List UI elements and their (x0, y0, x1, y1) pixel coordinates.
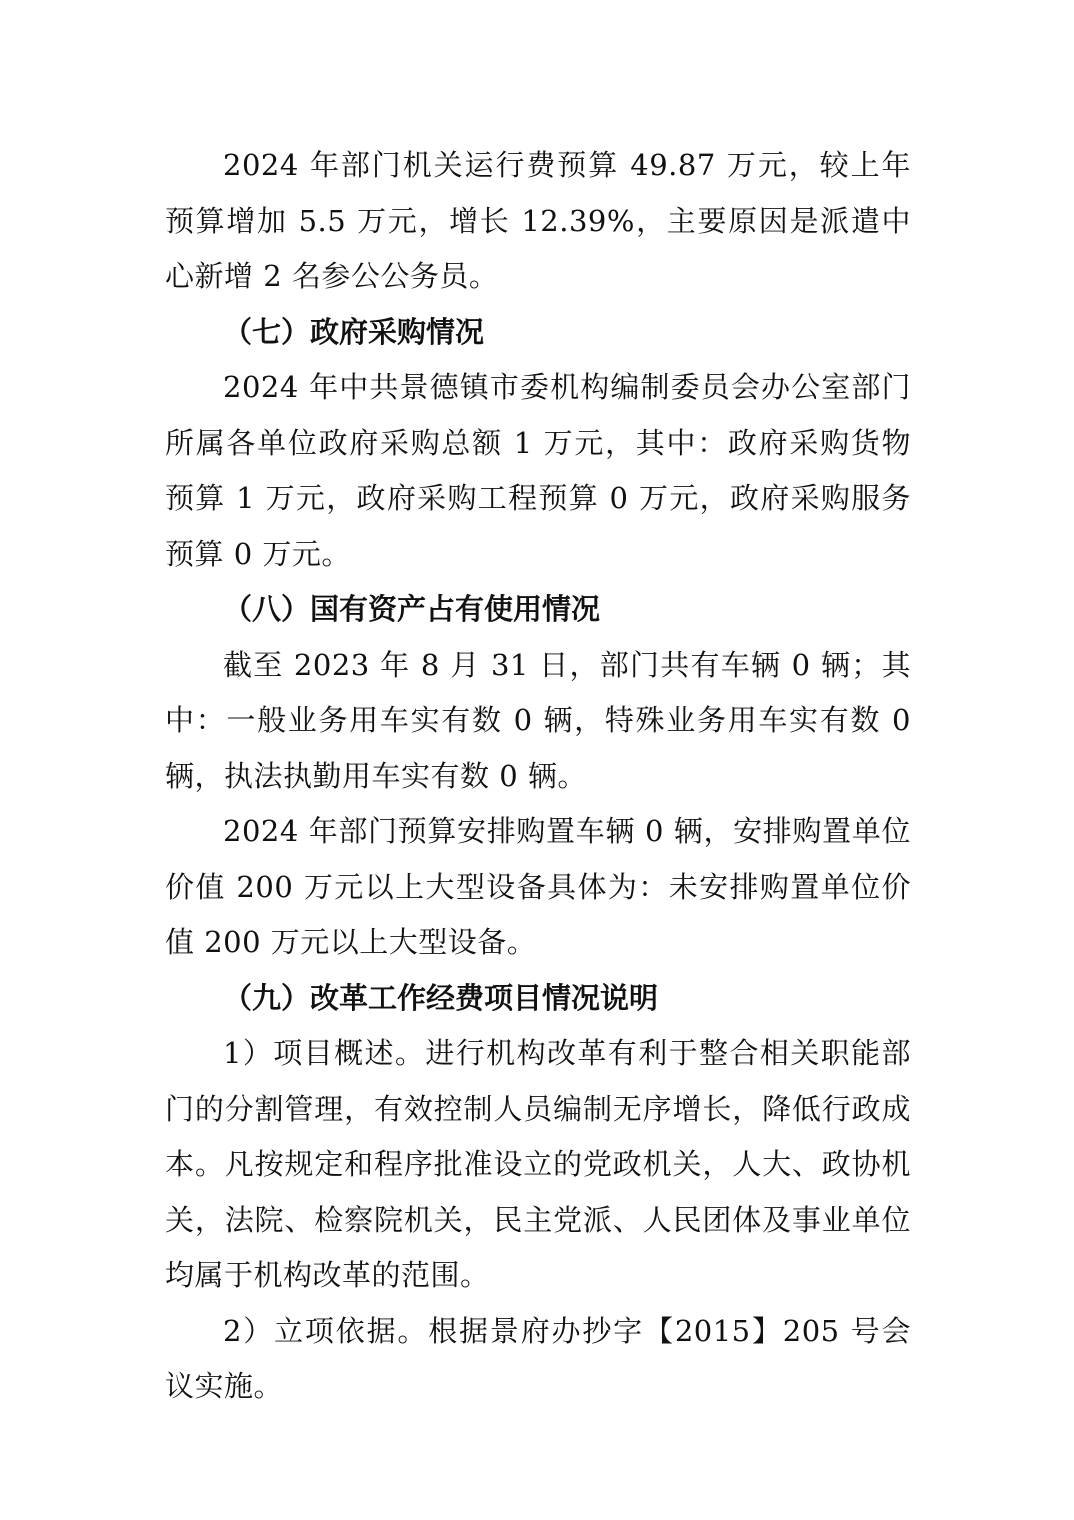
paragraph-operating-expenses: 2024 年部门机关运行费预算 49.87 万元，较上年预算增加 5.5 万元，增长 12.39%，主要原因是派遣中心新增 2 名参公公务员。 (165, 148, 911, 293)
paragraph-vehicle-purchase: 2024 年部门预算安排购置车辆 0 辆，安排购置单位价值 200 万元以上大型设备具体为：未安排购置单位价值 200 万元以上大型设备。 (165, 814, 911, 959)
paragraph-project-basis: 2）立项依据。根据景府办抄字【2015】205 号会议实施。 (165, 1313, 911, 1403)
paragraph-procurement-detail: 2024 年中共景德镇市委机构编制委员会办公室部门所属各单位政府采购总额 1 万元，其中：政府采购货物预算 1 万元，政府采购工程预算 0 万元，政府采购服务预算 0 万元。 (165, 370, 911, 571)
heading-government-procurement: （七）政府采购情况 (223, 314, 485, 349)
heading-reform-project: （九）改革工作经费项目情况说明 (223, 980, 659, 1015)
heading-state-assets: （八）国有资产占有使用情况 (223, 592, 601, 626)
document-page (165, 138, 911, 1415)
paragraph-vehicles: 截至 2023 年 8 月 31 日，部门共有车辆 0 辆；其中：一般业务用车实有数 0 辆，特殊业务用车实有数 0 辆，执法执勤用车实有数 0 辆。 (165, 647, 911, 793)
paragraph-project-overview: 1）项目概述。进行机构改革有利于整合相关职能部门的分割管理，有效控制人员编制无序增长，降低行政成本。凡按规定和程序批准设立的党政机关，人大、政协机关，法院、检察院机关，民主党派、人民团体及事业单位均属于机构改革的范围。 (165, 1036, 911, 1292)
